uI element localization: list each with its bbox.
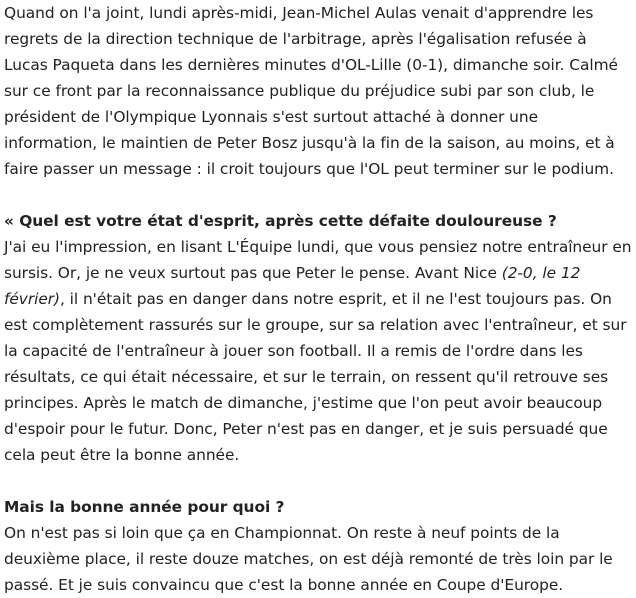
question-1: « Quel est votre état d'esprit, après cette défaite douloureuse ? (4, 212, 557, 230)
answer-1-match-note: (2-0, le 12 février) (4, 264, 581, 308)
answer-1-text-a: J'ai eu l'impression, en lisant L'Équipe lundi, que vous pensiez notre entraîneur en sursis. Or, je ne veux surtout pas que Peter le pense. Avant Nice (4, 238, 632, 282)
paragraph-spacer (4, 182, 634, 208)
answer-2: On n'est pas si loin que ça en Championnat. On reste à neuf points de la deuxième place, il reste douze matches, on est déjà remonté de très loin par le passé. Et je suis convaincu que c'est la bonne année en Coupe d'Europe. (4, 524, 613, 594)
article-body (4, 0, 634, 598)
paragraph-spacer (4, 468, 634, 494)
answer-1-text-b: , il n'était pas en danger dans notre esprit, et il ne l'est toujours pas. On est complètement rassurés sur le groupe, sur sa relation avec l'entraîneur, et sur la capacité de l'entraîneur à jouer son football. Il a remis de l'ordre dans les résultats, ce qui était nécessaire, et sur le terrain, on ressent qu'il retrouve ses principes. Après le match de dimanche, j'estime que l'on peut avoir beaucoup d'espoir pour le futur. Donc, Peter n'est pas en danger, et je suis persuadé que cela peut être la bonne année. (4, 290, 627, 464)
intro-paragraph: Quand on l'a joint, lundi après-midi, Jean-Michel Aulas venait d'apprendre les regrets de la direction technique de l'arbitrage, après l'égalisation refusée à Lucas Paqueta dans les dernières minutes d'OL-Lille (0-1), dimanche soir. Calmé sur ce front par la reconnaissance publique du préjudice subi par son club, le président de l'Olympique Lyonnais s'est surtout attaché à donner une information, le maintien de Peter Bosz jusqu'à la fin de la saison, au moins, et à faire passer un message : il croit toujours que l'OL peut terminer sur le podium. (4, 4, 618, 178)
question-2: Mais la bonne année pour quoi ? (4, 498, 285, 516)
answer-1 (4, 234, 634, 468)
